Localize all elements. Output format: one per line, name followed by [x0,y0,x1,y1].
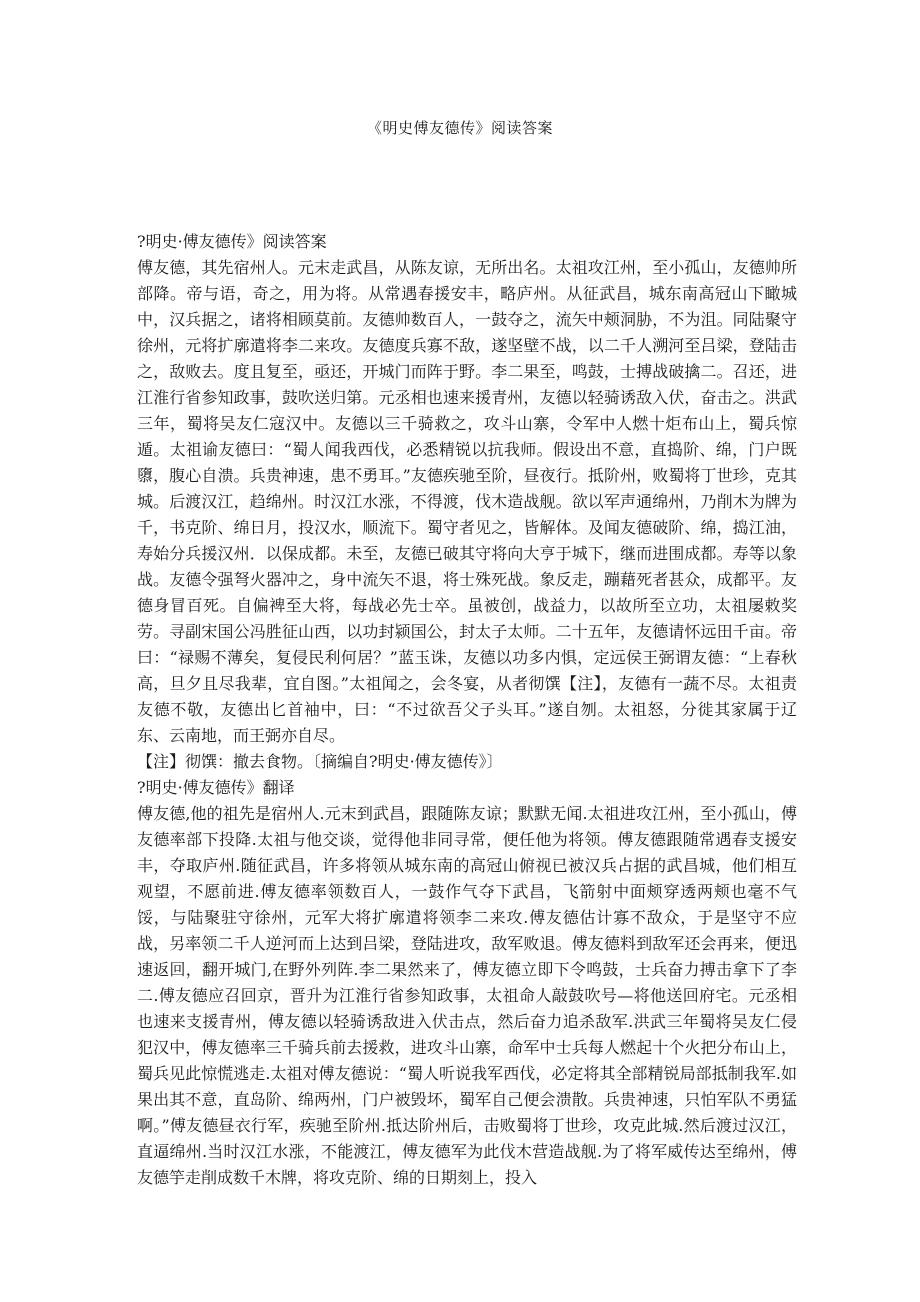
document-body [137,229,797,1191]
original-text-paragraph: 傅友德，其先宿州人。元末走武昌，从陈友谅，无所出名。太祖攻江州，至小孤山，友德帅所部降。帝与语，奇之，用为将。从常遇春援安丰，略庐州。从征武昌，城东南高冠山下瞰城中，汉兵据之，诸将相顾莫前。友德帅数百人，一鼓夺之，流矢中颊洞胁，不为沮。同陆聚守徐州，元将扩廓遣将李二来攻。友德度兵寡不敌，遂坚壁不战，以二千人溯河至吕梁，登陆击之，敌败去。度且复至，亟还，开城门而阵于野。李二果至，鸣鼓，士搏战破擒二。召还，进江淮行省参知政事，鼓吹送归第。元丞相也速来援青州，友德以轻骑诱敌入伏，奋击之。洪武三年，蜀将吴友仁寇汉中。友德以三千骑救之，攻斗山寨，令军中人燃十炬布山上，蜀兵惊遁。太祖谕友德曰：“蜀人闻我西伐，必悉精锐以抗我师。假设出不意，直捣阶、绵，门户既隳，腹心自溃。兵贵神速，患不勇耳。”友德疾驰至阶，昼夜行。抵阶州，败蜀将丁世珍，克其城。后渡汉江，趋绵州。时汉江水涨，不得渡，伐木造战舰。欲以军声通绵州，乃削木为牌为千，书克阶、绵日月，投汉水，顺流下。蜀守者见之，皆解体。及闻友德破阶、绵，捣江油，寿始分兵援汉州．以保成都。未至，友德已破其守将向大亨于城下，继而进围成都。寿等以象战。友德令强弩火器冲之，身中流矢不退，将士殊死战。象反走，蹦藉死者甚众，成都平。友德身冒百死。自偏裨至大将，每战必先士卒。虽被创，战益力，以故所至立功，太祖屡敕奖劳。寻副宋国公冯胜征山西，以功封颍国公，封太子太师。二十五年，友德请怀远田千亩。帝曰：“禄赐不薄矣，复侵民利何居？”蓝玉诛，友德以功多内惧，定远侯王弼谓友德：“上春秋高，旦夕且尽我辈，宜自图。”太祖闻之，会冬宴，从者彻馔【注】，友德有一蔬不尽。太祖责友德不敬，友德出匕首袖中，曰：“不过欲吾父子头耳。”遂自刎。太祖怒，分徙其家属于辽东、云南地，而王弼亦自尽。 [137,258,797,745]
annotation-note: 【注】彻馔：撤去食物。〔摘编自?明史·傅友德传》〕 [137,752,503,771]
section-heading-original: ?明史·傅友德传》阅读答案 [137,232,327,251]
translation-paragraph: 傅友德,他的祖先是宿州人.元末到武昌，跟随陈友谅；默默无闻.太祖进攻江州，至小孤山，傅友德率部下投降.太祖与他交谈，觉得他非同寻常，便任他为将领。傅友德跟随常遇春支援安丰，夺取庐州.随征武昌，许多将领从城东南的高冠山俯视已被汉兵占据的武昌城，他们相互观望，不愿前进.傅友德率领数百人，一鼓作气夺下武昌，飞箭射中面颊穿透两颊也毫不气馁，与陆聚驻守徐州，元军大将扩廓遣将领李二来攻.傅友德估计寡不敌众，于是坚守不应战，另率领二千人逆河而上达到吕梁，登陆进攻，敌军败退。傅友德料到敌军还会再来，便迅速返回，翻开城门,在野外列阵.李二果然来了，傅友德立即下令鸣鼓，士兵奋力搏击拿下了李二.傅友德应召回京，晋升为江淮行省参知政事，太祖命人敲鼓吹号—将他送回府宅。元丞相也速来支援青州，傅友德以轻骑诱敌进入伏击点，然后奋力追杀敌军.洪武三年蜀将吴友仁侵犯汉中，傅友德率三千骑兵前去援救，进攻斗山寨，命军中士兵每人燃起十个火把分布山上，蜀兵见此惊慌逃走.太祖对傅友德说：“蜀人听说我军西伐，必定将其全部精锐局部抵制我军.如果出其不意，直岛阶、绵两州，门户被毁坏，蜀军自己便会溃散。兵贵神速，只怕军队不勇猛啊。”傅友德昼衣行军，疾驰至阶州.抵达阶州后，击败蜀将丁世珍，攻克此城.然后渡过汉江，直逼绵州.当时汉江水涨，不能渡江，傅友德军为此伐木营造战舰.为了将军威传达至绵州，傅友德竽走削成数千木牌，将攻克阶、绵的日期刻上，投入 [137,804,797,1187]
section-heading-translation: ?明史·傅友德传》翻译 [137,778,295,797]
page-title: 《明史傅友德传》阅读答案 [366,119,553,137]
